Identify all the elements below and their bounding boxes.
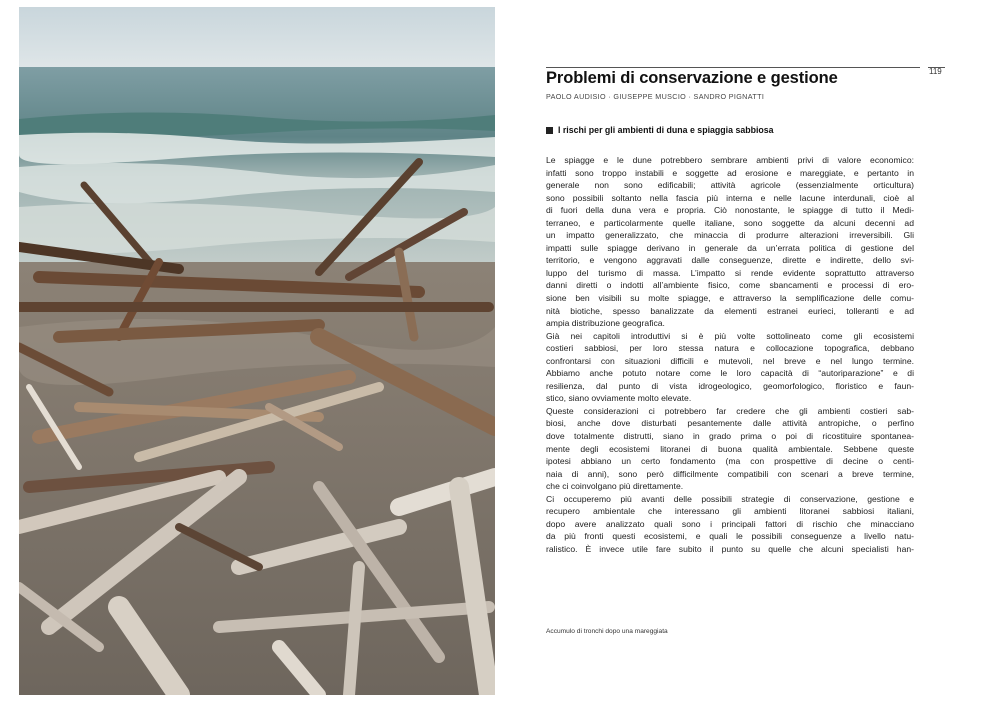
body-text-line: sono possibili soltanto nella fascia più interna e nelle lacune interdunali, cioè al [546,192,914,203]
body-text-line: territorio, e vengono aggravati dalle conseguenze, dirette e indirette, dello svi- [546,255,914,266]
body-text-line: nità biotiche, spesso banalizzate da elementi estranei eurieci, tolleranti e ad [546,305,914,316]
body-text-line: confrontarsi con situazioni difficili e mutevoli, nel breve e nel lungo termine. [546,355,914,366]
body-text-line: di fuori della duna vera e propria. Ciò nonostante, le spiagge di tutto il Medi- [546,205,914,216]
body-text-line: generale non sono edificabili; attività agricole (essenzialmente orticultura) [546,180,914,191]
body-text-line: resilienza, dal punto di vista idrogeologico, geomorfologico, floristico e faun- [546,380,914,391]
body-text-line: mente degli ecosistemi litoranei di buona qualità ambientale. Sebbene queste [546,443,914,454]
square-bullet-icon [546,127,553,134]
body-text-line: Queste considerazioni ci potrebbero far credere che gli ambienti costieri sab- [546,405,914,416]
body-text-line: luppo del turismo di massa. L’impatto si rende evidente soprattutto attraverso [546,267,914,278]
body-text-line: Abbiamo anche potuto notare come le loro capacità di “autoriparazione” e di [546,368,914,379]
body-text-line: ipotesi abbiano un certo fondamento (ma con prospettive di decine o centi- [546,456,914,467]
driftwood-beach-illustration [19,7,495,695]
page-number: 119 [929,67,942,76]
body-text-line: biosi, anche dove disturbati pesantemente dalle attività antropiche, o perfino [546,418,914,429]
body-text-line: dove totalmente distrutti, siano in grado prima o poi di ricostituire spontanea- [546,431,914,442]
body-text-line: terraneo, e particolarmente quelle italiane, sono soggette da alcuni decenni ad [546,217,914,228]
chapter-title: Problemi di conservazione e gestione [546,69,838,87]
body-text-line: che ci coinvolgano più direttamente. [546,481,684,492]
body-text-line: Già nei capitoli introduttivi si è più volte sottolineato come gli ecosistemi [546,330,914,341]
body-text-line: impatti sulle spiagge derivano in generale da un’errata politica di gestione del [546,242,914,253]
driftwood-beach-photo [19,7,495,695]
body-text-line: ampia distribuzione geografica. [546,318,665,329]
body-text-line: costieri sabbiosi, per loro stessa natura e collocazione topografica, debbano [546,343,914,354]
section-heading-text: I rischi per gli ambienti di duna e spiaggia sabbiosa [558,125,774,135]
chapter-authors: PAOLO AUDISIO · GIUSEPPE MUSCIO · SANDRO PIGNATTI [546,92,765,101]
body-text-line: danni diretti o indotti all’ambiente fisico, come sbancamenti e processi di ero- [546,280,914,291]
body-text-line: un impatto generalizzato, che minaccia di produrre alterazioni irreversibili. Gli [546,230,914,241]
body-text-line: ralistico. È invece utile fare subito il punto su quelle che alcuni specialisti han- [546,543,914,554]
body-text-line: sione ben visibili su molte spiagge, e attraverso la semplificazione delle comu- [546,293,914,304]
body-text-line: recupero ambientale che interessano gli ambienti litoranei sabbiosi italiani, [546,506,914,517]
body-text-line: Ci occuperemo più avanti delle possibili strategie di conservazione, gestione e [546,493,914,504]
photo-caption: Accumulo di tronchi dopo una mareggiata [546,628,668,635]
body-text-line: da più fronti questi ecosistemi, e quali le possibili conseguenze a livello natu- [546,531,914,542]
body-text [546,154,914,556]
body-text-line: Le spiagge e le dune potrebbero sembrare ambienti privi di valore economico: [546,155,914,165]
body-text-line: dopo avere analizzato quali sono i principali fattori di rischio che minacciano [546,518,914,529]
body-text-line: naia di anni), sono però difficilmente compatibili con scenari a breve termine, [546,468,914,479]
section-heading [546,125,774,135]
body-text-line: stico, siano ovviamente molto elevate. [546,393,692,404]
header-rule [546,67,920,68]
body-text-line: infatti sono troppo instabili e soggette ad erosione e mareggiate, e pertanto in [546,167,914,178]
